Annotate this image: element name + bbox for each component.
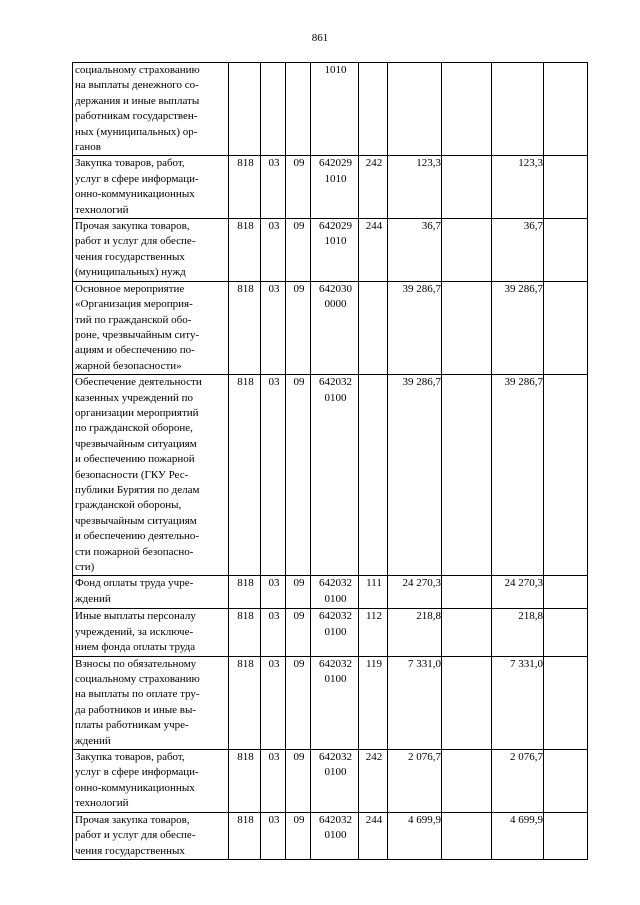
cell-expense-type: 244 — [359, 812, 388, 859]
cell-name — [73, 156, 229, 219]
cell-target — [311, 656, 359, 749]
cell-amount-last — [544, 156, 588, 219]
cell-name — [73, 281, 229, 374]
table-row — [73, 656, 588, 749]
cell-subsection: 09 — [286, 219, 311, 282]
cell-amount-total: 2 076,7 — [492, 750, 544, 813]
cell-ministry: 818 — [229, 219, 261, 282]
cell-line: ных (муниципальных) ор- — [75, 125, 198, 138]
cell-amount-total: 36,7 — [492, 219, 544, 282]
cell-section — [261, 63, 286, 156]
cell-line: безопасности (ГКУ Рес- — [75, 468, 189, 481]
cell-line: социальному страхованию — [75, 673, 200, 686]
cell-line: тий по гражданской обо- — [75, 313, 192, 326]
cell-line: онно-коммуникационных — [75, 188, 195, 201]
cell-ministry — [229, 63, 261, 156]
cell-amount-last — [544, 375, 588, 576]
cell-amount: 123,3 — [388, 156, 442, 219]
cell-subsection: 09 — [286, 750, 311, 813]
cell-amount: 39 286,7 — [388, 281, 442, 374]
cell-expense-type — [359, 281, 388, 374]
page-number: 861 — [311, 32, 329, 44]
cell-line: сти) — [75, 561, 95, 573]
cell-expense-type — [359, 63, 388, 156]
cell-line: и обеспечению пожарной — [75, 453, 195, 466]
cell-line: 642032 — [319, 813, 352, 826]
cell-line: держания и иные выплаты — [75, 94, 200, 107]
cell-line: платы работникам учре- — [75, 719, 189, 732]
table-row — [73, 812, 588, 859]
table-row — [73, 63, 588, 156]
cell-line: работ и услуг для обеспе- — [75, 235, 196, 248]
cell-line: (муниципальных) нужд — [75, 266, 186, 279]
cell-line: публики Бурятия по делам — [75, 483, 200, 496]
cell-amount-last — [544, 576, 588, 609]
cell-amount-last — [544, 63, 588, 156]
cell-line: «Организация мероприя- — [75, 298, 193, 311]
cell-line: ждений — [75, 734, 111, 747]
cell-subsection: 09 — [286, 609, 311, 656]
cell-expense-type: 244 — [359, 219, 388, 282]
cell-line: 0100 — [324, 829, 347, 842]
cell-subsection — [286, 63, 311, 156]
cell-line: по гражданской обороне, — [75, 422, 193, 435]
cell-line: 1010 — [324, 235, 347, 248]
cell-amount: 2 076,7 — [388, 750, 442, 813]
cell-amount-extra — [442, 156, 492, 219]
cell-line: услуг в сфере информаци- — [75, 172, 199, 185]
cell-target — [311, 576, 359, 609]
cell-target — [311, 219, 359, 282]
cell-amount-total: 39 286,7 — [492, 375, 544, 576]
cell-amount-extra — [442, 281, 492, 374]
cell-line: чрезвычайным ситуациям — [75, 437, 197, 450]
cell-line: 0100 — [324, 592, 347, 605]
cell-line: 0100 — [324, 766, 347, 779]
cell-line: 642029 — [319, 157, 352, 170]
cell-subsection: 09 — [286, 656, 311, 749]
table-row — [73, 219, 588, 282]
cell-amount-extra — [442, 63, 492, 156]
cell-amount-extra — [442, 576, 492, 609]
cell-expense-type — [359, 375, 388, 576]
cell-amount-total — [492, 63, 544, 156]
cell-amount: 24 270,3 — [388, 576, 442, 609]
cell-line: нием фонда оплаты труда — [75, 641, 196, 654]
cell-section: 03 — [261, 281, 286, 374]
cell-line: на выплаты по оплате тру- — [75, 688, 200, 701]
cell-line: Обеспечение деятельности — [75, 376, 202, 389]
cell-line: чения государственных — [75, 844, 185, 857]
cell-line: 642032 — [319, 376, 352, 389]
cell-line: ждений — [75, 592, 111, 605]
cell-line: Иные выплаты персоналу — [75, 610, 196, 623]
cell-line: 642030 — [319, 282, 352, 295]
cell-line: 0000 — [324, 298, 347, 311]
cell-line: на выплаты денежного со- — [75, 79, 199, 92]
cell-amount-last — [544, 656, 588, 749]
cell-target — [311, 750, 359, 813]
cell-amount-total: 4 699,9 — [492, 812, 544, 859]
cell-line: гражданской обороны, — [75, 499, 182, 512]
cell-line: Прочая закупка товаров, — [75, 813, 190, 826]
table-row — [73, 750, 588, 813]
cell-amount-last — [544, 281, 588, 374]
cell-line: и обеспечению деятельно- — [75, 530, 200, 543]
cell-line: 0100 — [324, 391, 347, 404]
cell-line: сти пожарной безопасно- — [75, 545, 194, 558]
cell-target — [311, 812, 359, 859]
cell-line: 642032 — [319, 610, 352, 623]
cell-target — [311, 281, 359, 374]
cell-line: работникам государствен- — [75, 110, 198, 123]
cell-section: 03 — [261, 219, 286, 282]
cell-subsection: 09 — [286, 156, 311, 219]
cell-amount-extra — [442, 750, 492, 813]
cell-section: 03 — [261, 812, 286, 859]
cell-line: 642032 — [319, 657, 352, 670]
cell-line: Закупка товаров, работ, — [75, 751, 185, 764]
cell-name — [73, 750, 229, 813]
cell-line: Фонд оплаты труда учре- — [75, 577, 194, 590]
cell-amount-extra — [442, 812, 492, 859]
cell-amount-total: 24 270,3 — [492, 576, 544, 609]
cell-section: 03 — [261, 609, 286, 656]
cell-amount: 4 699,9 — [388, 812, 442, 859]
cell-line: 1010 — [324, 64, 347, 76]
cell-section: 03 — [261, 656, 286, 749]
cell-line: организации мероприятий — [75, 406, 199, 419]
cell-amount-total: 218,8 — [492, 609, 544, 656]
cell-line: работ и услуг для обеспе- — [75, 829, 196, 842]
cell-subsection: 09 — [286, 375, 311, 576]
cell-amount: 36,7 — [388, 219, 442, 282]
cell-ministry: 818 — [229, 609, 261, 656]
table-row — [73, 281, 588, 374]
cell-line: 0100 — [324, 625, 347, 638]
cell-line: да работников и иные вы- — [75, 703, 197, 716]
cell-target — [311, 156, 359, 219]
cell-amount-extra — [442, 375, 492, 576]
cell-line: 0100 — [324, 673, 347, 686]
cell-line: технологий — [75, 797, 129, 810]
cell-name — [73, 609, 229, 656]
cell-line: ганов — [75, 141, 101, 154]
cell-line: Прочая закупка товаров, — [75, 220, 190, 233]
cell-amount: 39 286,7 — [388, 375, 442, 576]
cell-amount-last — [544, 219, 588, 282]
cell-section: 03 — [261, 576, 286, 609]
cell-amount: 7 331,0 — [388, 656, 442, 749]
cell-line: Взносы по обязательному — [75, 657, 197, 670]
cell-subsection: 09 — [286, 812, 311, 859]
cell-expense-type: 242 — [359, 156, 388, 219]
cell-amount: 218,8 — [388, 609, 442, 656]
cell-line: Закупка товаров, работ, — [75, 157, 185, 170]
cell-line: социальному страхованию — [75, 64, 200, 76]
cell-line: услуг в сфере информаци- — [75, 766, 199, 779]
cell-name — [73, 576, 229, 609]
cell-line: роне, чрезвычайным ситу- — [75, 328, 200, 341]
cell-expense-type: 112 — [359, 609, 388, 656]
cell-amount-extra — [442, 219, 492, 282]
cell-amount-extra — [442, 609, 492, 656]
cell-line: онно-коммуникационных — [75, 781, 195, 794]
cell-subsection: 09 — [286, 281, 311, 374]
budget-body — [73, 63, 588, 860]
budget-table — [72, 62, 588, 860]
cell-ministry: 818 — [229, 375, 261, 576]
cell-ministry: 818 — [229, 576, 261, 609]
cell-name — [73, 219, 229, 282]
cell-name — [73, 375, 229, 576]
cell-amount — [388, 63, 442, 156]
cell-line: 642032 — [319, 577, 352, 590]
cell-line: 642029 — [319, 220, 352, 233]
cell-amount-last — [544, 750, 588, 813]
cell-subsection: 09 — [286, 576, 311, 609]
cell-target — [311, 375, 359, 576]
cell-name — [73, 812, 229, 859]
cell-ministry: 818 — [229, 750, 261, 813]
cell-ministry: 818 — [229, 656, 261, 749]
cell-line: технологий — [75, 203, 129, 216]
table-row — [73, 156, 588, 219]
cell-ministry: 818 — [229, 281, 261, 374]
cell-line: Основное мероприятие — [75, 282, 185, 295]
cell-line: жарной безопасности» — [75, 359, 182, 372]
cell-amount-total: 7 331,0 — [492, 656, 544, 749]
cell-amount-total: 39 286,7 — [492, 281, 544, 374]
cell-section: 03 — [261, 375, 286, 576]
table-row — [73, 609, 588, 656]
cell-line: учреждений, за исключе- — [75, 625, 194, 638]
table-row — [73, 375, 588, 576]
cell-amount-last — [544, 812, 588, 859]
cell-expense-type: 111 — [359, 576, 388, 609]
cell-ministry: 818 — [229, 156, 261, 219]
cell-line: 1010 — [324, 172, 347, 185]
cell-line: чения государственных — [75, 250, 185, 263]
cell-section: 03 — [261, 750, 286, 813]
cell-line: ациям и обеспечению по- — [75, 344, 195, 357]
cell-line: 642032 — [319, 751, 352, 764]
cell-line: казенных учреждений по — [75, 391, 193, 404]
cell-amount-last — [544, 609, 588, 656]
cell-expense-type: 119 — [359, 656, 388, 749]
cell-name — [73, 63, 229, 156]
table-row — [73, 576, 588, 609]
cell-name — [73, 656, 229, 749]
cell-amount-extra — [442, 656, 492, 749]
cell-section: 03 — [261, 156, 286, 219]
cell-line: чрезвычайным ситуациям — [75, 514, 197, 527]
cell-ministry: 818 — [229, 812, 261, 859]
cell-target — [311, 609, 359, 656]
cell-expense-type: 242 — [359, 750, 388, 813]
cell-amount-total: 123,3 — [492, 156, 544, 219]
cell-target — [311, 63, 359, 156]
